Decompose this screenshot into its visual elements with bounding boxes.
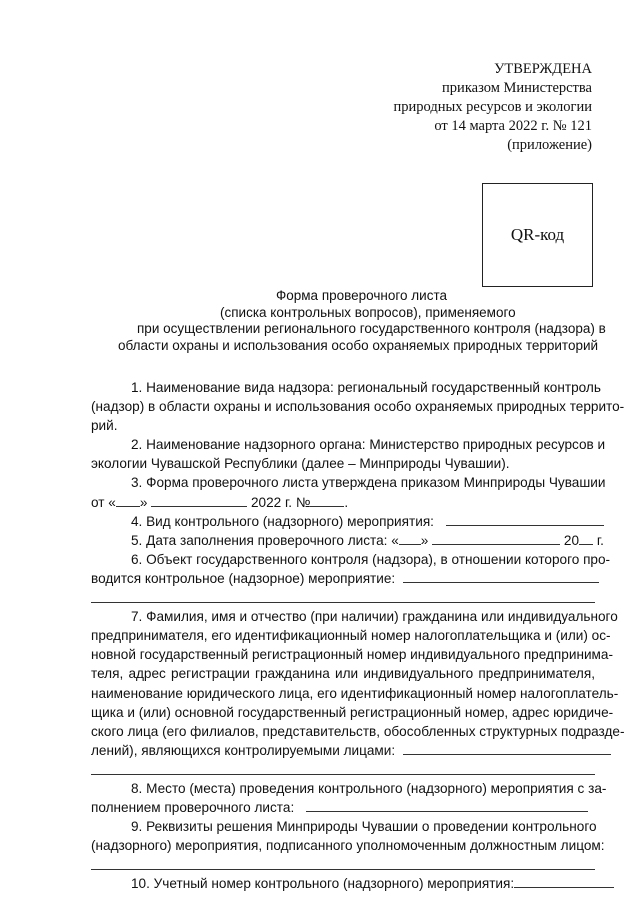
item-10-label: 10. Учетный номер контрольного (надзорного) мероприятия: (131, 876, 515, 892)
item-3-line-1: 3. Форма проверочного листа утверждена приказом Минприроды Чувашии (131, 475, 606, 491)
item-3-day-blank[interactable] (116, 493, 140, 507)
approval-line-5: (приложение) (507, 137, 592, 153)
item-7-line-4: теля, адрес регистрации гражданина или индивидуального предпринимателя, (91, 666, 595, 682)
item-5-line (91, 531, 604, 550)
item-3-line-2 (91, 493, 595, 512)
item-9-line-1: 9. Реквизиты решения Минприроды Чувашии о проведении контрольного (131, 819, 597, 835)
item-7-line-1: 7. Фамилия, имя и отчество (при наличии) гражданина или индивидуального (131, 609, 618, 625)
item-4-label: 4. Вид контрольного (надзорного) мероприятия: (131, 513, 434, 529)
item-7-label: лений), являющихся контролируемыми лицами: (91, 742, 396, 758)
item-5-quote-close: » (420, 532, 433, 548)
item-6-extra-blank[interactable] (91, 588, 595, 607)
item-5-year-suffix: г. (593, 532, 604, 548)
item-6-label: водится контрольное (надзорное) мероприятие: (91, 570, 396, 586)
item-8-label: полнением проверочного листа: (91, 800, 295, 816)
item-1-line-3: рий. (91, 418, 118, 434)
title-line-4: области охраны и использования особо охраняемых природных территорий (118, 337, 599, 353)
item-5-month-blank[interactable] (432, 531, 560, 545)
title-line-2: (списка контрольных вопросов), применяемого (220, 304, 516, 320)
item-5-label: 5. Дата заполнения проверочного листа: « (131, 532, 399, 548)
item-7-blank[interactable] (403, 741, 611, 755)
item-7-line-3: новной государственный регистрационный номер индивидуального предпринима- (91, 647, 613, 663)
item-6-blank[interactable] (403, 569, 599, 583)
item-4-line (91, 512, 595, 531)
item-3-period: . (344, 494, 349, 510)
item-4-blank[interactable] (446, 512, 604, 526)
item-7-line-2: предпринимателя, его идентификационный номер налогоплательщика и (или) ос- (91, 628, 611, 644)
approval-stamp (394, 60, 592, 155)
item-8-line-1: 8. Место (места) проведения контрольного (надзорного) мероприятия с за- (131, 780, 607, 796)
form-body (91, 378, 625, 894)
item-1-line-2: (надзор) в области охраны и использования особо охраняемых природных террито- (91, 399, 625, 415)
item-7-extra-blank[interactable] (91, 760, 595, 779)
item-8-blank[interactable] (306, 798, 588, 812)
item-7-line-6: щика и (или) основной государственный регистрационный номер, адрес юридиче- (91, 704, 614, 720)
item-3-month-blank[interactable] (151, 493, 247, 507)
title-line-3: при осуществлении регионального государственного контроля (надзора) в (137, 321, 606, 336)
item-10-blank[interactable] (514, 874, 614, 888)
qr-code-placeholder (482, 183, 593, 287)
form-title (90, 288, 610, 354)
item-3-quote-close: » (139, 494, 152, 510)
item-2-line-2: экологии Чувашской Республики (далее – Минприроды Чувашии). (91, 456, 510, 472)
approval-line-1: УТВЕРЖДЕНА (494, 61, 592, 77)
item-8-line-2 (91, 798, 595, 817)
item-7-line-5: наименование юридического лица, его идентификационный номер налогоплатель- (91, 685, 619, 701)
qr-code-label: QR-код (510, 225, 565, 244)
item-5-day-blank[interactable] (399, 531, 421, 545)
item-3-year-number-label: 2022 г. № (247, 494, 311, 510)
approval-line-2: приказом Министерства (442, 80, 592, 96)
title-line-1: Форма проверочного листа (276, 288, 447, 303)
item-7-line-8 (91, 741, 595, 760)
item-10-line (91, 874, 595, 893)
item-7-line-7: ского лица (его филиалов, представительств, обособленных структурных подразде- (91, 723, 625, 739)
approval-line-3: природных ресурсов и экологии (393, 99, 592, 115)
item-3-number-blank[interactable] (310, 493, 344, 507)
item-3-from-label: от « (91, 494, 116, 510)
approval-line-4: от 14 марта 2022 г. № 121 (434, 118, 592, 134)
item-1-line-1: 1. Наименование вида надзора: региональный государственный контроль (131, 380, 601, 395)
item-6-line-1: 6. Объект государственного контроля (надзора), в отношении которого про- (131, 551, 611, 567)
item-6-line-2 (91, 569, 595, 588)
item-5-century: 20 (560, 532, 580, 548)
item-9-extra-blank[interactable] (91, 855, 595, 874)
item-9-line-2: (надзорного) мероприятия, подписанного уполномоченным должностным лицом: (91, 838, 605, 854)
item-5-year-blank[interactable] (579, 531, 593, 545)
item-2-line-1: 2. Наименование надзорного органа: Министерство природных ресурсов и (131, 437, 606, 453)
